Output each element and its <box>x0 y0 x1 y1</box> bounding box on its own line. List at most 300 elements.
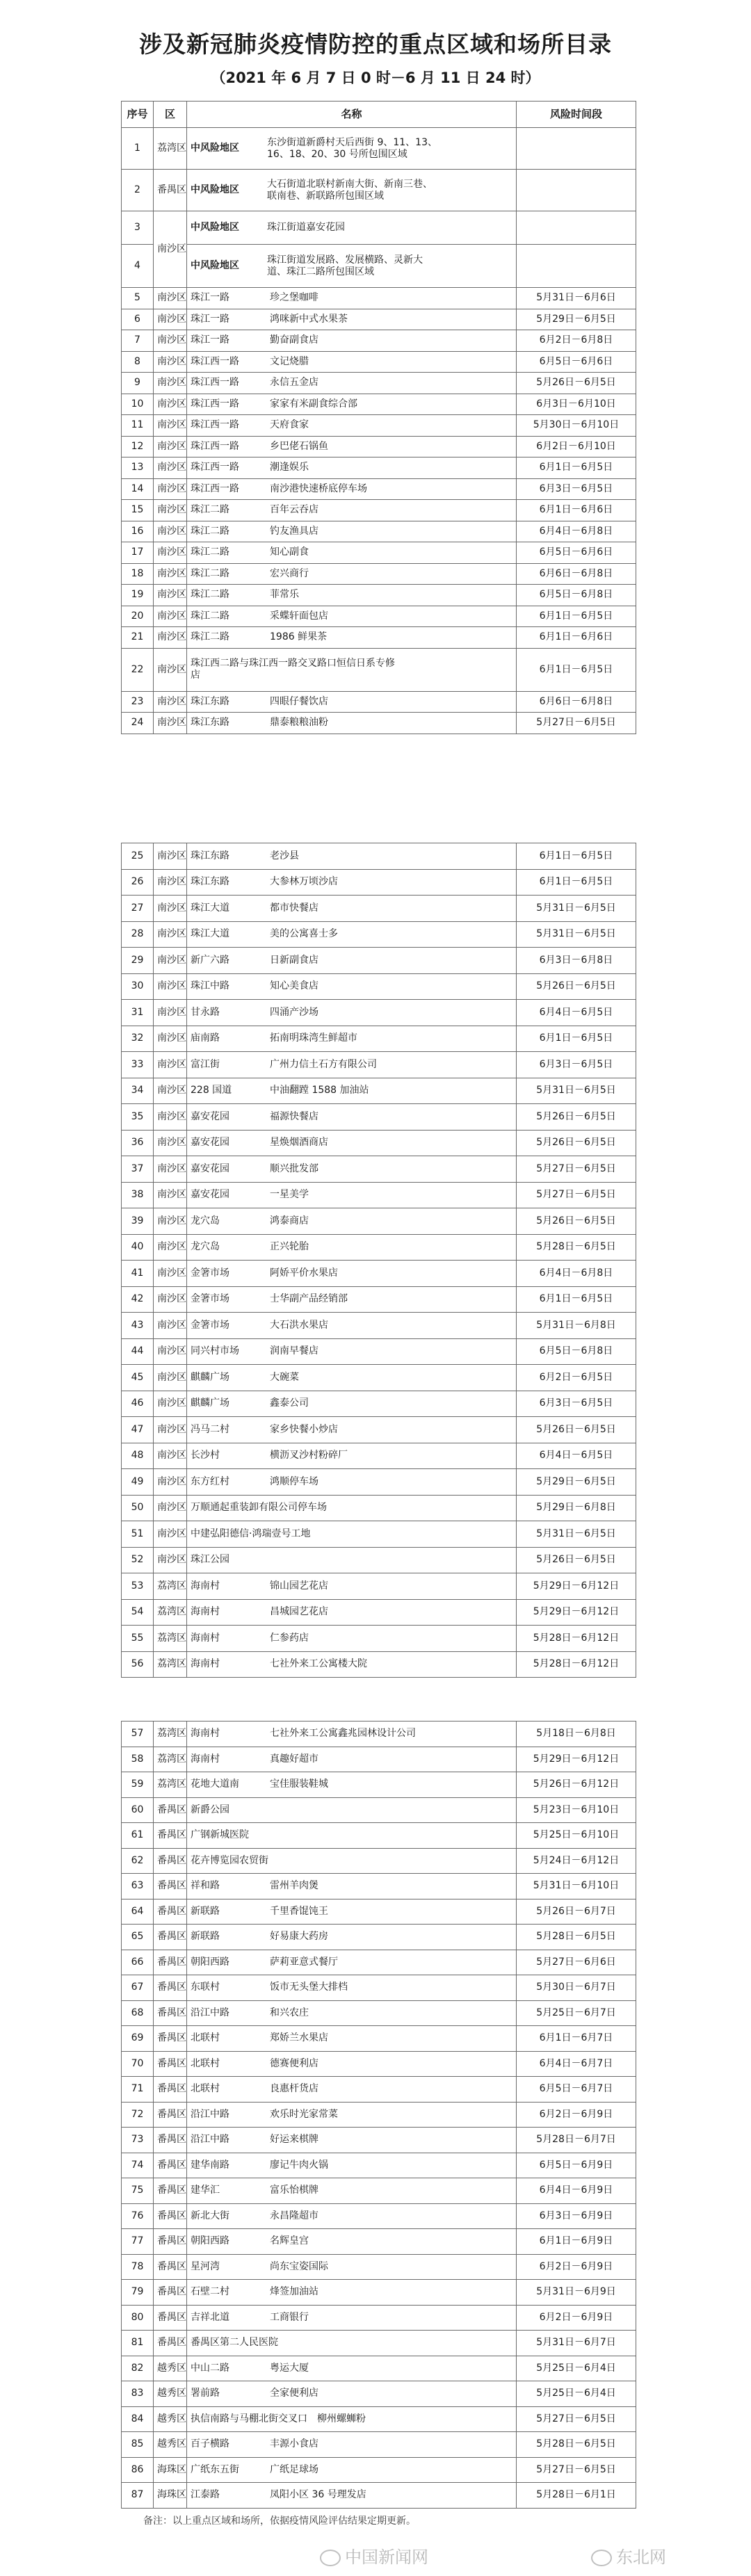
row-street: 执信南路与马棚北街交叉口 <box>191 2413 307 2424</box>
row-risk: 5月29日－6月12日 <box>517 1747 636 1772</box>
row-name <box>187 415 517 437</box>
row-risk: 6月2日－6月5日 <box>517 1365 636 1391</box>
table-row <box>122 585 636 606</box>
row-district: 南沙区 <box>154 1104 187 1131</box>
zone-row <box>122 245 636 288</box>
row-street: 珠江西一路 <box>191 419 239 431</box>
row-no: 74 <box>122 2153 154 2178</box>
row-no: 24 <box>122 713 154 734</box>
row-district: 南沙区 <box>154 1208 187 1235</box>
row-name <box>187 843 517 870</box>
row-no: 60 <box>122 1797 154 1823</box>
row-no: 17 <box>122 542 154 564</box>
row-name <box>187 351 517 373</box>
row-name <box>187 542 517 564</box>
row-district: 番禺区 <box>154 2000 187 2026</box>
row-name <box>187 1338 517 1365</box>
table-row <box>122 2128 636 2153</box>
row-place: 饭市无头堡大排档 <box>270 1982 348 1993</box>
row-district: 越秀区 <box>154 2381 187 2407</box>
row-place: 润南早餐店 <box>270 1345 318 1357</box>
row-district: 番禺区 <box>154 2102 187 2128</box>
row-place: 富乐怡棋牌 <box>270 2185 318 2196</box>
row-risk: 5月26日－6月5日 <box>517 1208 636 1235</box>
row-no: 7 <box>122 330 154 352</box>
row-no: 26 <box>122 869 154 896</box>
row-street: 番禺区第二人民医院 <box>191 2337 278 2349</box>
row-district: 南沙区 <box>154 457 187 479</box>
zone-location: 东沙街道新爵村天后西街 9、11、13、16、18、20、30 号所包围区域 <box>267 136 437 160</box>
area-table-part-2 <box>121 843 636 1678</box>
row-name <box>187 1722 517 1747</box>
row-street: 珠江东路 <box>191 695 229 707</box>
table-row <box>122 457 636 479</box>
row-place: 鸿泰商店 <box>270 1215 309 1226</box>
row-street: 新联路 <box>191 1931 220 1943</box>
row-district: 南沙区 <box>154 542 187 564</box>
row-risk: 5月29日－6月5日 <box>517 1469 636 1496</box>
row-street: 麒麟广场 <box>191 1371 229 1383</box>
row-street: 东方红村 <box>191 1475 229 1487</box>
row-name <box>187 563 517 585</box>
row-district: 南沙区 <box>154 351 187 373</box>
table-row <box>122 1722 636 1747</box>
row-no: 56 <box>122 1651 154 1678</box>
row-street: 珠江西一路 <box>191 377 239 389</box>
table-row <box>122 1797 636 1823</box>
row-district: 荔湾区 <box>154 1772 187 1798</box>
table-row <box>122 2305 636 2331</box>
row-no: 80 <box>122 2305 154 2331</box>
row-place: 文记烧腊 <box>270 355 309 367</box>
row-street: 北联村 <box>191 2083 220 2095</box>
table-row <box>122 627 636 649</box>
row-street: 嘉安花园 <box>191 1189 229 1201</box>
table-row <box>122 1469 636 1496</box>
table-row <box>122 1599 636 1626</box>
row-name <box>187 1000 517 1026</box>
row-place: 工商银行 <box>270 2311 309 2323</box>
watermark-text: 东北网 <box>616 2547 666 2567</box>
row-no: 67 <box>122 1975 154 2001</box>
row-district: 越秀区 <box>154 2432 187 2458</box>
row-risk: 5月25日－6月4日 <box>517 2381 636 2407</box>
row-risk: 6月4日－6月9日 <box>517 2178 636 2204</box>
table-header-row <box>122 102 636 128</box>
row-place: 好易康大药房 <box>270 1931 328 1943</box>
row-street: 吉祥北道 <box>191 2311 229 2323</box>
row-district: 南沙区 <box>154 606 187 627</box>
row-street: 珠江东路 <box>191 876 229 888</box>
row-no: 46 <box>122 1391 154 1417</box>
table-row <box>122 521 636 542</box>
row-district: 海珠区 <box>154 2483 187 2509</box>
row-place: 全家便利店 <box>270 2388 318 2399</box>
header-name: 名称 <box>187 102 517 128</box>
row-name <box>187 1365 517 1391</box>
row-district: 南沙区 <box>154 869 187 896</box>
row-no: 51 <box>122 1521 154 1548</box>
row-place: 粤运大厦 <box>270 2362 309 2374</box>
row-place: 永信五金店 <box>270 377 318 389</box>
table-row <box>122 948 636 974</box>
row-risk: 6月6日－6月8日 <box>517 563 636 585</box>
row-place: 和兴农庄 <box>270 2007 309 2018</box>
zone-name <box>187 128 517 170</box>
row-place: 知心美食店 <box>270 980 318 992</box>
row-risk: 5月28日－6月12日 <box>517 1651 636 1678</box>
row-district: 南沙区 <box>154 309 187 330</box>
row-district: 番禺区 <box>154 1975 187 2001</box>
table-row <box>122 1078 636 1104</box>
row-no: 23 <box>122 691 154 713</box>
row-street: 珠江中路 <box>191 980 229 992</box>
row-risk: 5月31日－6月10日 <box>517 1874 636 1899</box>
row-name <box>187 2457 517 2483</box>
table-row <box>122 1443 636 1469</box>
row-place: 郑娇兰水果店 <box>270 2032 328 2044</box>
row-risk: 5月27日－6月5日 <box>517 2457 636 2483</box>
table-row <box>122 1156 636 1183</box>
row-risk: 6月5日－6月6日 <box>517 542 636 564</box>
table-row <box>122 1823 636 1849</box>
row-district: 南沙区 <box>154 521 187 542</box>
row-no: 79 <box>122 2280 154 2306</box>
row-risk: 5月28日－6月5日 <box>517 1925 636 1950</box>
table-row <box>122 2000 636 2026</box>
row-street: 花地大道南 <box>191 1779 239 1790</box>
row-name <box>187 2102 517 2128</box>
table-row <box>122 2254 636 2280</box>
row-place: 南沙港快速桥底停车场 <box>270 483 367 494</box>
row-district: 南沙区 <box>154 1000 187 1026</box>
zone-level: 中风险地区 <box>191 184 239 195</box>
row-district: 番禺区 <box>154 2026 187 2052</box>
row-district: 南沙区 <box>154 713 187 734</box>
row-district: 南沙区 <box>154 1469 187 1496</box>
row-street: 长沙村 <box>191 1450 220 1461</box>
row-risk: 5月27日－6月5日 <box>517 2406 636 2432</box>
table-row <box>122 1626 636 1652</box>
zone-location: 珠江街道嘉安花园 <box>267 221 345 233</box>
row-no: 42 <box>122 1286 154 1313</box>
row-place: 宝佳服装鞋城 <box>270 1779 328 1790</box>
row-name <box>187 691 517 713</box>
table-row <box>122 1286 636 1313</box>
row-place: 德赛便利店 <box>270 2057 318 2069</box>
row-no: 27 <box>122 896 154 922</box>
row-no: 30 <box>122 973 154 1000</box>
row-street: 珠江二路 <box>191 525 229 537</box>
row-no: 18 <box>122 563 154 585</box>
row-risk: 6月4日－6月8日 <box>517 1261 636 1287</box>
row-no: 41 <box>122 1261 154 1287</box>
zone-level: 中风险地区 <box>191 221 239 233</box>
row-name <box>187 1286 517 1313</box>
row-risk: 5月29日－6月5日 <box>517 309 636 330</box>
row-risk: 6月5日－6月7日 <box>517 2077 636 2103</box>
row-no: 6 <box>122 309 154 330</box>
table-row <box>122 1573 636 1600</box>
zone-row <box>122 211 636 245</box>
row-street: 东联村 <box>191 1982 220 1993</box>
row-place: 鸿顺停车场 <box>270 1475 318 1487</box>
weibo-icon <box>320 2550 341 2566</box>
row-name <box>187 1443 517 1469</box>
row-risk: 5月28日－6月12日 <box>517 1626 636 1652</box>
row-risk: 6月1日－6月6日 <box>517 500 636 521</box>
row-risk: 6月3日－6月5日 <box>517 1391 636 1417</box>
row-district: 南沙区 <box>154 948 187 974</box>
table-row <box>122 1899 636 1925</box>
row-district: 南沙区 <box>154 1313 187 1339</box>
row-district: 南沙区 <box>154 436 187 457</box>
row-risk: 5月24日－6月12日 <box>517 1848 636 1874</box>
row-street: 海南村 <box>191 1658 220 1670</box>
row-name <box>187 2406 517 2432</box>
row-no: 37 <box>122 1156 154 1183</box>
row-street: 珠江东路 <box>191 850 229 861</box>
row-risk: 6月4日－6月5日 <box>517 1000 636 1026</box>
row-name <box>187 1417 517 1443</box>
row-street: 珠江二路 <box>191 589 229 601</box>
row-street: 珠江西一路 <box>191 398 239 410</box>
row-no: 71 <box>122 2077 154 2103</box>
row-name <box>187 2305 517 2331</box>
row-street: 新广六路 <box>191 954 229 966</box>
table-row <box>122 1338 636 1365</box>
row-name <box>187 2128 517 2153</box>
row-risk: 6月3日－6月9日 <box>517 2203 636 2229</box>
row-district: 番禺区 <box>154 1848 187 1874</box>
table-row <box>122 500 636 521</box>
row-place: 阿娇平价水果店 <box>270 1267 338 1279</box>
row-no: 36 <box>122 1130 154 1156</box>
zone-name <box>187 170 517 211</box>
row-risk: 6月2日－6月10日 <box>517 436 636 457</box>
table-row <box>122 2356 636 2381</box>
table-row <box>122 1495 636 1521</box>
row-place: 广纸足球场 <box>270 2463 318 2475</box>
row-district: 番禺区 <box>154 2128 187 2153</box>
row-street: 中山二路 <box>191 2362 229 2374</box>
row-district: 番禺区 <box>154 2254 187 2280</box>
table-row <box>122 1521 636 1548</box>
row-no: 81 <box>122 2331 154 2356</box>
row-street: 海南村 <box>191 1606 220 1618</box>
row-no: 16 <box>122 521 154 542</box>
row-place: 四眼仔餐饮店 <box>270 695 328 707</box>
row-name <box>187 869 517 896</box>
row-name <box>187 1599 517 1626</box>
row-place: 家乡快餐小炒店 <box>270 1423 338 1435</box>
table-row <box>122 2483 636 2509</box>
row-street: 珠江二路 <box>191 567 229 579</box>
row-place: 鑫泰公司 <box>270 1398 309 1409</box>
row-street: 珠江二路 <box>191 546 229 558</box>
row-district: 南沙区 <box>154 330 187 352</box>
row-name <box>187 1573 517 1600</box>
table-row <box>122 1950 636 1975</box>
zone-name <box>187 245 517 288</box>
row-district: 番禺区 <box>154 2153 187 2178</box>
row-risk: 6月1日－6月9日 <box>517 2229 636 2255</box>
row-place: 大石洪水果店 <box>270 1319 328 1331</box>
row-risk: 6月5日－6月8日 <box>517 585 636 606</box>
table-row <box>122 394 636 415</box>
row-name <box>187 1521 517 1548</box>
row-street: 龙穴岛 <box>191 1215 220 1226</box>
row-district: 南沙区 <box>154 1521 187 1548</box>
table-row <box>122 2026 636 2052</box>
row-risk: 5月29日－6月12日 <box>517 1599 636 1626</box>
table-row <box>122 2432 636 2458</box>
row-name <box>187 1950 517 1975</box>
row-place: 潮逢娱乐 <box>270 462 309 473</box>
row-street: 朝阳西路 <box>191 1956 229 1968</box>
row-risk: 6月1日－6月7日 <box>517 2026 636 2052</box>
table-row <box>122 921 636 948</box>
row-no: 20 <box>122 606 154 627</box>
row-street: 龙穴岛 <box>191 1241 220 1253</box>
row-no: 76 <box>122 2203 154 2229</box>
table-row <box>122 1026 636 1052</box>
row-place: 四涌产沙场 <box>270 1006 318 1018</box>
row-name <box>187 2229 517 2255</box>
zone-no: 3 <box>122 211 154 245</box>
row-name <box>187 2254 517 2280</box>
row-risk: 6月2日－6月8日 <box>517 330 636 352</box>
table-row <box>122 373 636 394</box>
row-street: 朝阳西路 <box>191 2235 229 2247</box>
zone-risk <box>517 128 636 170</box>
table-row <box>122 1547 636 1573</box>
zone-risk <box>517 245 636 288</box>
row-place: 都市快餐店 <box>270 902 318 914</box>
row-street: 珠江二路 <box>191 610 229 622</box>
row-risk: 5月26日－6月5日 <box>517 373 636 394</box>
row-street: 建华南路 <box>191 2159 229 2171</box>
row-risk: 5月29日－6月12日 <box>517 1573 636 1600</box>
row-street: 同兴村市场 <box>191 1345 239 1357</box>
row-street: 星河湾 <box>191 2260 220 2272</box>
row-street: 祥和路 <box>191 1880 220 1892</box>
row-place: 星焕烟酒商店 <box>270 1137 328 1149</box>
row-risk: 5月26日－6月5日 <box>517 1547 636 1573</box>
row-district: 越秀区 <box>154 2406 187 2432</box>
row-no: 78 <box>122 2254 154 2280</box>
table-row <box>122 1208 636 1235</box>
row-place: 良惠杆货店 <box>270 2083 318 2095</box>
row-street: 海南村 <box>191 1728 220 1740</box>
row-street: 珠江二路 <box>191 504 229 516</box>
table-row <box>122 436 636 457</box>
row-no: 39 <box>122 1208 154 1235</box>
row-name <box>187 2077 517 2103</box>
row-place: 老沙县 <box>270 850 299 861</box>
area-table-part-1 <box>121 101 636 734</box>
row-no: 72 <box>122 2102 154 2128</box>
row-district: 海珠区 <box>154 2457 187 2483</box>
table-row <box>122 606 636 627</box>
row-street: 中建弘阳德信·鸿瑞壹号工地 <box>191 1528 311 1539</box>
row-street: 新北大街 <box>191 2210 229 2221</box>
weibo-icon <box>591 2550 612 2566</box>
row-no: 34 <box>122 1078 154 1104</box>
row-name <box>187 1975 517 2001</box>
row-district: 南沙区 <box>154 1417 187 1443</box>
row-risk: 6月1日－6月5日 <box>517 457 636 479</box>
row-name <box>187 627 517 649</box>
row-place: 士华副产品经销部 <box>270 1293 348 1305</box>
row-district: 番禺区 <box>154 2305 187 2331</box>
row-risk: 6月4日－6月7日 <box>517 2051 636 2077</box>
row-district: 南沙区 <box>154 1026 187 1052</box>
row-name <box>187 521 517 542</box>
row-risk: 6月2日－6月9日 <box>517 2254 636 2280</box>
row-place: 横沥叉沙村粉碎厂 <box>270 1450 348 1461</box>
table-row <box>122 1182 636 1208</box>
row-place: 宏兴商行 <box>270 567 309 579</box>
row-name <box>187 436 517 457</box>
row-place: 仁参药店 <box>270 1632 309 1644</box>
row-name <box>187 330 517 352</box>
row-no: 54 <box>122 1599 154 1626</box>
row-no: 73 <box>122 2128 154 2153</box>
table-row <box>122 330 636 352</box>
row-place: 凤阳小区 36 号理发店 <box>270 2489 366 2501</box>
row-no: 70 <box>122 2051 154 2077</box>
watermark-dbw <box>591 2543 666 2568</box>
row-name <box>187 2000 517 2026</box>
row-no: 38 <box>122 1182 154 1208</box>
row-name <box>187 2203 517 2229</box>
row-risk: 6月5日－6月6日 <box>517 351 636 373</box>
zone-row <box>122 170 636 211</box>
row-name <box>187 1747 517 1772</box>
row-place: 尚东宝姿国际 <box>270 2260 328 2272</box>
row-district: 南沙区 <box>154 1052 187 1078</box>
row-street: 珠江西一路 <box>191 462 239 473</box>
table-row <box>122 1000 636 1026</box>
row-no: 84 <box>122 2406 154 2432</box>
row-risk: 6月5日－6月9日 <box>517 2153 636 2178</box>
row-no: 61 <box>122 1823 154 1849</box>
row-name <box>187 648 517 691</box>
row-district: 南沙区 <box>154 691 187 713</box>
row-no: 68 <box>122 2000 154 2026</box>
table-row <box>122 1261 636 1287</box>
row-name <box>187 1626 517 1652</box>
row-name <box>187 713 517 734</box>
row-district: 越秀区 <box>154 2356 187 2381</box>
row-no: 13 <box>122 457 154 479</box>
row-street: 珠江一路 <box>191 292 229 304</box>
table-row <box>122 1874 636 1899</box>
table-row <box>122 1975 636 2001</box>
row-place: 千里香馄饨王 <box>270 1905 328 1917</box>
row-street: 珠江西一路 <box>191 483 239 494</box>
row-name <box>187 1156 517 1183</box>
row-no: 87 <box>122 2483 154 2509</box>
row-place: 日新副食店 <box>270 954 318 966</box>
row-street: 金箸市场 <box>191 1267 229 1279</box>
row-place: 百年云吞店 <box>270 504 318 516</box>
row-district: 南沙区 <box>154 288 187 309</box>
row-name <box>187 1874 517 1899</box>
row-district: 南沙区 <box>154 1261 187 1287</box>
row-district: 南沙区 <box>154 500 187 521</box>
